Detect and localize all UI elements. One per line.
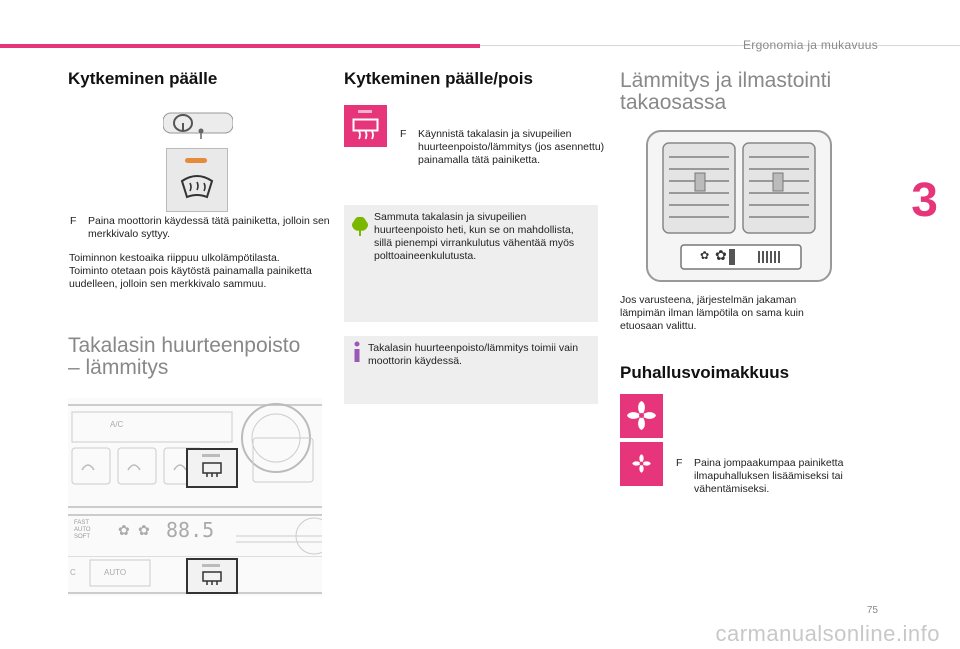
rear-vent-photo [645, 129, 833, 283]
bullet-text: Paina moottorin käydessä tätä painiketta, jolloin sen merkkivalo syttyy. [88, 215, 330, 240]
mode-labels [74, 520, 91, 541]
paragraph-rear-temperature: Jos varusteena, järjestelmän jakaman lämpimän ilman lämpötila on sama kuin etuosaan valittu. [620, 294, 804, 332]
mode-label-soft: SOFT [74, 534, 90, 540]
windscreen-defrost-button[interactable] [166, 148, 228, 212]
indicator-light [202, 564, 220, 567]
bullet-press-button [70, 215, 338, 241]
section-heading-rear-defrost [68, 335, 300, 379]
rear-air-vent-drawing [645, 129, 833, 283]
mode-label-fast: FAST [74, 520, 90, 526]
rear-defrost-button[interactable] [344, 105, 387, 147]
auto-button-label: AUTO [104, 568, 127, 577]
ac-label: A/C [110, 420, 124, 429]
bullet-marker: F [70, 215, 77, 227]
fan-icon: ✿ [118, 522, 130, 538]
fan-decrease-button[interactable] [620, 442, 663, 486]
fan-large-icon [625, 399, 658, 432]
fan-icon: ✿ [138, 522, 150, 538]
rear-defrost-icon [202, 462, 222, 478]
bullet-fan-speed [676, 457, 894, 496]
indicator-light [358, 110, 372, 113]
windscreen-defrost-icon [180, 173, 214, 201]
bullet-text: Käynnistä takalasin ja sivupeilien huurteenpoisto/lämmitys (jos asennettu) painamalla tätä painiketta. [418, 128, 605, 166]
rear-defrost-button-highlight[interactable] [186, 558, 238, 594]
page-number: 75 [866, 605, 878, 616]
rear-defrost-button-highlight[interactable] [186, 448, 238, 488]
climate-panel-photo-1 [68, 398, 322, 518]
chapter-title: Ergonomia ja mukavuus [742, 38, 878, 52]
header-accent-bar [0, 44, 480, 48]
section-heading-fan-speed: Puhallusvoimakkuus [620, 363, 790, 382]
section-heading-rear-climate [620, 70, 831, 114]
header-rule [480, 45, 960, 46]
fan-icon: ✿ [700, 250, 710, 262]
eco-leaf-icon [350, 215, 370, 237]
bullet-marker: F [676, 457, 683, 469]
info-note-text: Takalasin huurteenpoisto/lämmitys toimii vain moottorin käydessä. [368, 342, 579, 367]
indicator-light [202, 454, 220, 457]
indicator-light [185, 158, 207, 163]
watermark: carmanualsonline.info [715, 621, 940, 646]
heading-line-1: Lämmitys ja ilmastointi [620, 69, 832, 92]
bullet-marker: F [400, 128, 407, 140]
chapter-number: 3 [911, 174, 938, 227]
bullet-start-rear-defrost [400, 128, 614, 167]
climate-panel-photo-2 [68, 512, 322, 596]
steering-wheel-icon [163, 107, 233, 143]
info-note [344, 336, 598, 404]
heading-line-2: – lämmitys [68, 356, 169, 379]
section-heading-switch-on: Kytkeminen päälle [68, 69, 218, 88]
fan-small-icon [631, 453, 652, 474]
fan-increase-button[interactable] [620, 394, 663, 438]
eco-note-text: Sammuta takalasin ja sivupeilien huurteenpoisto heti, kun se on mahdollista, sillä pienempi virrankulutus vähentää myös polttoaineenkulutusta. [374, 211, 575, 262]
info-icon [352, 341, 362, 363]
rear-defrost-icon [202, 571, 222, 587]
rear-defrost-icon [352, 118, 379, 140]
heading-line-2: takaosassa [620, 91, 727, 114]
mode-label-auto: AUTO [74, 527, 91, 533]
paragraph-duration: Toiminnon kestoaika riippuu ulkolämpötilasta. Toiminto otetaan pois käytöstä painamalla painiketta uudelleen, jolloin sen merkkivalo sammuu. [69, 252, 312, 290]
heading-line-1: Takalasin huurteenpoisto [68, 334, 301, 357]
dashboard-pictogram [163, 107, 233, 143]
section-heading-switch-on-off: Kytkeminen päälle/pois [344, 69, 533, 88]
c-label: C [70, 568, 76, 577]
eco-driving-note [344, 205, 598, 322]
fan-icon: ✿ [715, 247, 727, 263]
bullet-text: Paina jompaakumpaa painiketta ilmapuhalluksen lisäämiseksi tai vähentämiseksi. [694, 457, 844, 495]
temperature-display: 88.5 [166, 518, 215, 542]
